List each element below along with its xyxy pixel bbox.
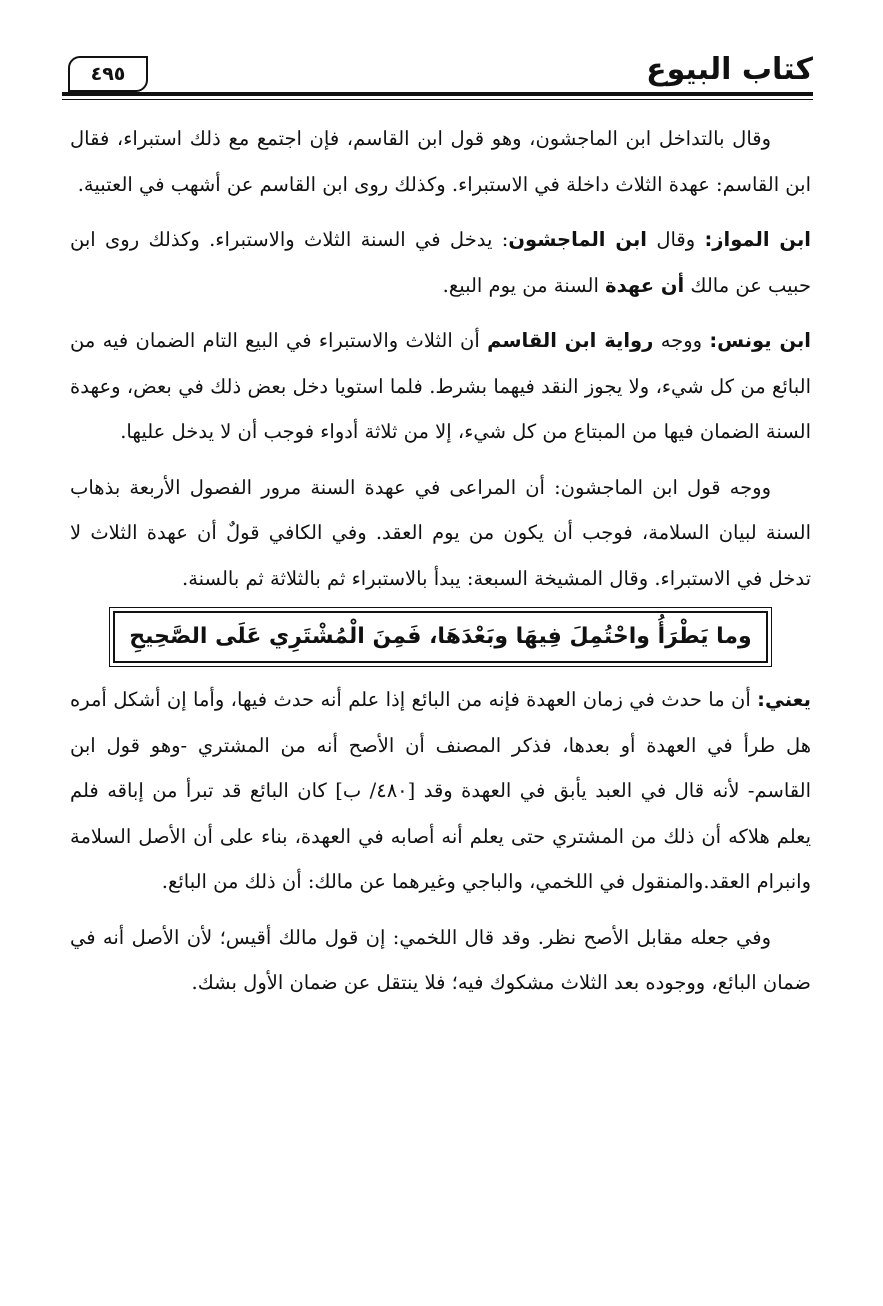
text-run: وقال [646,228,705,251]
text-run: ووجه [653,329,710,352]
text-run: أن ما حدث في زمان العهدة فإنه من البائع إذا علم أنه حدث فيها، وأما إن أشكل أمره هل طرأ في العهدة أو بعدها، فذكر المصنف أن الأصح أنه من المشتري -وهو قول ابن القاسم- لأنه قال في العبد يأبق في العهدة وقد [٤٨٠/ ب] كان البائع قد تبرأ من إباقه فلم يعلم هلاكه أن ذلك من المشتري حتى يعلم أنه أصابه في العهدة، بناء على أن الأصل السلامة وانبرام العقد.والمنقول في اللخمي، والباجي وغيرهما عن مالك: أن ذلك من البائع. [70,688,811,893]
speaker-label: ابن المواز: [704,228,811,251]
text-run: السنة من يوم البيع. [442,273,606,297]
paragraph-5 [70,677,811,905]
matn-box-wrapper [70,611,811,663]
speaker-label: يعني: [757,688,811,711]
paragraph-1: وقال بالتداخل ابن الماجشون، وهو قول ابن القاسم، فإن اجتمع مع ذلك استبراء، فقال ابن القاسم: عهدة الثلاث داخلة في الاستبراء. وكذلك روى ابن القاسم عن أشهب في العتبية. [70,127,811,196]
paragraph-3 [70,318,811,455]
text-run: أن الثلاث والاستبراء في البيع التام الضمان فيه من البائع من كل شيء، ولا يجوز النقد فيهما بشرط. فلما استويا دخل بعض ذلك في بعض، وعهدة السنة الضمان فيها من المبتاع من كل شيء، إلا من ثلاثة أدواء فوجب أن لا يدخل عليها. [70,329,811,443]
bold-phrase: أن عهدة [605,273,685,297]
paragraph-6: وفي جعله مقابل الأصح نظر. وقد قال اللخمي: إن قول مالك أقيس؛ لأن الأصل أنه في ضمان البائع، ووجوده بعد الثلاث مشكوك فيه؛ فلا ينتقل عن ضمان الأول بشك. [70,925,811,994]
page-body [70,116,811,1016]
bold-name: ابن الماجشون [508,228,647,251]
page-header [62,48,813,100]
speaker-label: ابن يونس: [709,329,811,352]
paragraph-4: ووجه قول ابن الماجشون: أن المراعى في عهدة السنة مرور الفصول الأربعة بذهاب السنة لبيان السلامة، فوجب أن يكون من يوم العقد. وفي الكافي قولٌ أن عهدة الثلاث لا تدخل في الاستبراء. وقال المشيخة السبعة: يبدأ بالاستبراء ثم بالثلاثة ثم بالسنة. [70,475,811,590]
header-rule-thin [62,99,813,100]
paragraph-2 [70,217,811,308]
header-rule [62,92,813,96]
bold-phrase: رواية ابن القاسم [487,329,654,352]
matn-text-box: وما يَطْرَأُ واحْتُمِلَ فِيهَا وبَعْدَهَا، فَمِنَ الْمُشْتَرِي عَلَى الصَّحِيحِ [113,611,767,663]
book-title: كتاب البيوع [646,52,813,87]
page-number: ٤٩٥ [68,56,148,92]
text-run: : يدخل في السنة الثلاث والاستبراء. وكذلك روى ابن حبيب عن مالك [70,228,811,297]
